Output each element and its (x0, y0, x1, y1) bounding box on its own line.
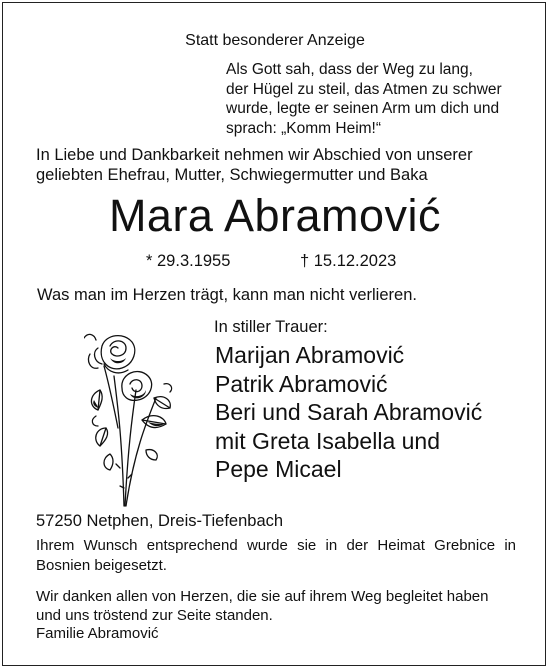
mourner-name: Pepe Micael (215, 456, 342, 482)
burial-note: Ihrem Wunsch entsprechend wurde sie in der Heimat Grebnice in Bosnien beigesetzt. (36, 537, 516, 574)
mourner-name: Marijan Abramović (215, 342, 405, 368)
poem (226, 60, 502, 138)
mourning-label: In stiller Trauer: (214, 318, 328, 336)
intro-line: geliebten Ehefrau, Mutter, Schwiegermutter und Baka (36, 166, 428, 184)
mourner-name: Beri und Sarah Abramović (215, 399, 483, 425)
address: 57250 Netphen, Dreis-Tiefenbach (36, 512, 284, 530)
notice-header: Statt besonderer Anzeige (185, 32, 365, 49)
death-date: † 15.12.2023 (300, 252, 397, 270)
deceased-name: Mara Abramović (108, 190, 442, 241)
mourner-name: mit Greta Isabella und (215, 427, 441, 454)
memorial-quote: Was man im Herzen trägt, kann man nicht verlieren. (37, 286, 417, 304)
thanks-text (36, 588, 488, 644)
mourners-list (215, 341, 482, 484)
family-signature: Familie Abramović (36, 625, 159, 642)
poem-line: Als Gott sah, dass der Weg zu lang, (226, 61, 473, 78)
birth-date: * 29.3.1955 (146, 252, 231, 270)
poem-line: der Hügel zu steil, das Atmen zu schwer (226, 80, 502, 98)
intro-text (36, 145, 473, 185)
poem-line: wurde, legte er seinen Arm um dich und (226, 100, 500, 117)
rose-icon (84, 328, 176, 508)
thanks-line: und uns tröstend zur Seite standen. (36, 606, 273, 624)
mourner-name: Patrik Abramović (215, 370, 388, 397)
thanks-line: Wir danken allen von Herzen, die sie auf ihrem Weg begleitet haben (36, 588, 489, 605)
poem-line: sprach: „Komm Heim!“ (226, 119, 382, 137)
intro-line: In Liebe und Dankbarkeit nehmen wir Abschied von unserer (36, 146, 473, 164)
